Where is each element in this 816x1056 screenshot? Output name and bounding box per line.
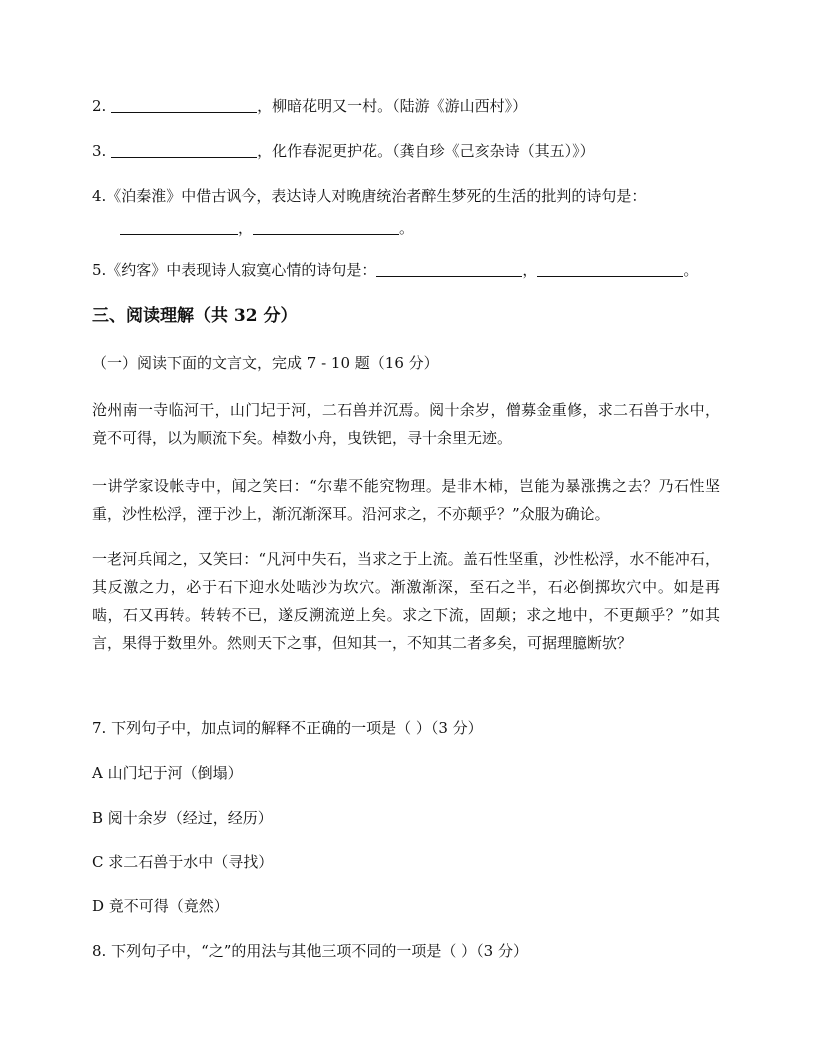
- question-5: [92, 260, 732, 280]
- question-4-separator: ，: [238, 219, 254, 237]
- question-2-text: ，柳暗花明又一村。（陆游《游山西村》）: [257, 97, 528, 115]
- question-2: [92, 96, 732, 116]
- question-5-end: 。: [683, 261, 699, 279]
- question-3-number: 3.: [92, 142, 107, 160]
- question-2-number: 2.: [92, 97, 107, 115]
- question-3: [92, 141, 732, 161]
- question-4-blank-1[interactable]: [120, 218, 238, 235]
- question-4-answer-line: [120, 218, 760, 238]
- part-1-instruction: （一）阅读下面的文言文，完成 7 - 10 题（16 分）: [92, 354, 439, 372]
- question-4-end: 。: [399, 219, 415, 237]
- question-3-text: ，化作春泥更护花。（龚自珍《己亥杂诗（其五）》）: [257, 142, 595, 160]
- question-3-blank[interactable]: [111, 141, 257, 158]
- section-3-title: 三、阅读理解（共 32 分）: [92, 306, 298, 326]
- question-5-separator: ，: [522, 261, 538, 279]
- passage-paragraph-1: 沧州南一寺临河干，山门圮于河，二石兽并沉焉。阅十余岁，僧募金重修，求二石兽于水中，竟不可得，以为顺流下矣。棹数小舟，曳铁钯，寻十余里无迹。: [92, 401, 720, 447]
- question-5-blank-1[interactable]: [376, 260, 522, 277]
- passage-paragraph-2: 一讲学家设帐寺中，闻之笑曰：“尔辈不能究物理。是非木杮，岂能为暴涨携之去？乃石性坚重，沙性松浮，湮于沙上，渐沉渐深耳。沿河求之，不亦颠乎？”众服为确论。: [92, 477, 720, 523]
- question-5-prompt: 5.《约客》中表现诗人寂寞心情的诗句是：: [92, 261, 377, 279]
- question-5-blank-2[interactable]: [537, 260, 683, 277]
- question-8-stem: 8. 下列句子中，“之”的用法与其他三项不同的一项是（ ）（3 分）: [92, 942, 528, 960]
- question-2-blank[interactable]: [111, 96, 257, 113]
- passage-paragraph-3: 一老河兵闻之，又笑曰：“凡河中失石，当求之于上流。盖石性坚重，沙性松浮，水不能冲石，其反激之力，必于石下迎水处啮沙为坎穴。渐激渐深，至石之半，石必倒掷坎穴中。如是再啮，石又再转。转转不已，遂反溯流逆上矣。求之下流，固颠；求之地中，不更颠乎？”如其言，果得于数里外。然则天下之事，但知其一，不知其二者多矣，可据理臆断欤？: [92, 550, 720, 652]
- question-7-stem: 7. 下列句子中，加点词的解释不正确的一项是（ ）（3 分）: [92, 719, 483, 737]
- question-7-option-b[interactable]: B 阅十余岁（经过，经历）: [92, 809, 273, 827]
- question-7-option-a[interactable]: A 山门圮于河（倒塌）: [92, 764, 243, 782]
- question-7-option-d[interactable]: D 竟不可得（竟然）: [92, 897, 229, 915]
- question-7-option-c[interactable]: C 求二石兽于水中（寻找）: [92, 853, 274, 871]
- question-4-prompt: 4.《泊秦淮》中借古讽今，表达诗人对晚唐统治者醉生梦死的生活的批判的诗句是：: [92, 187, 647, 205]
- question-4-blank-2[interactable]: [253, 218, 399, 235]
